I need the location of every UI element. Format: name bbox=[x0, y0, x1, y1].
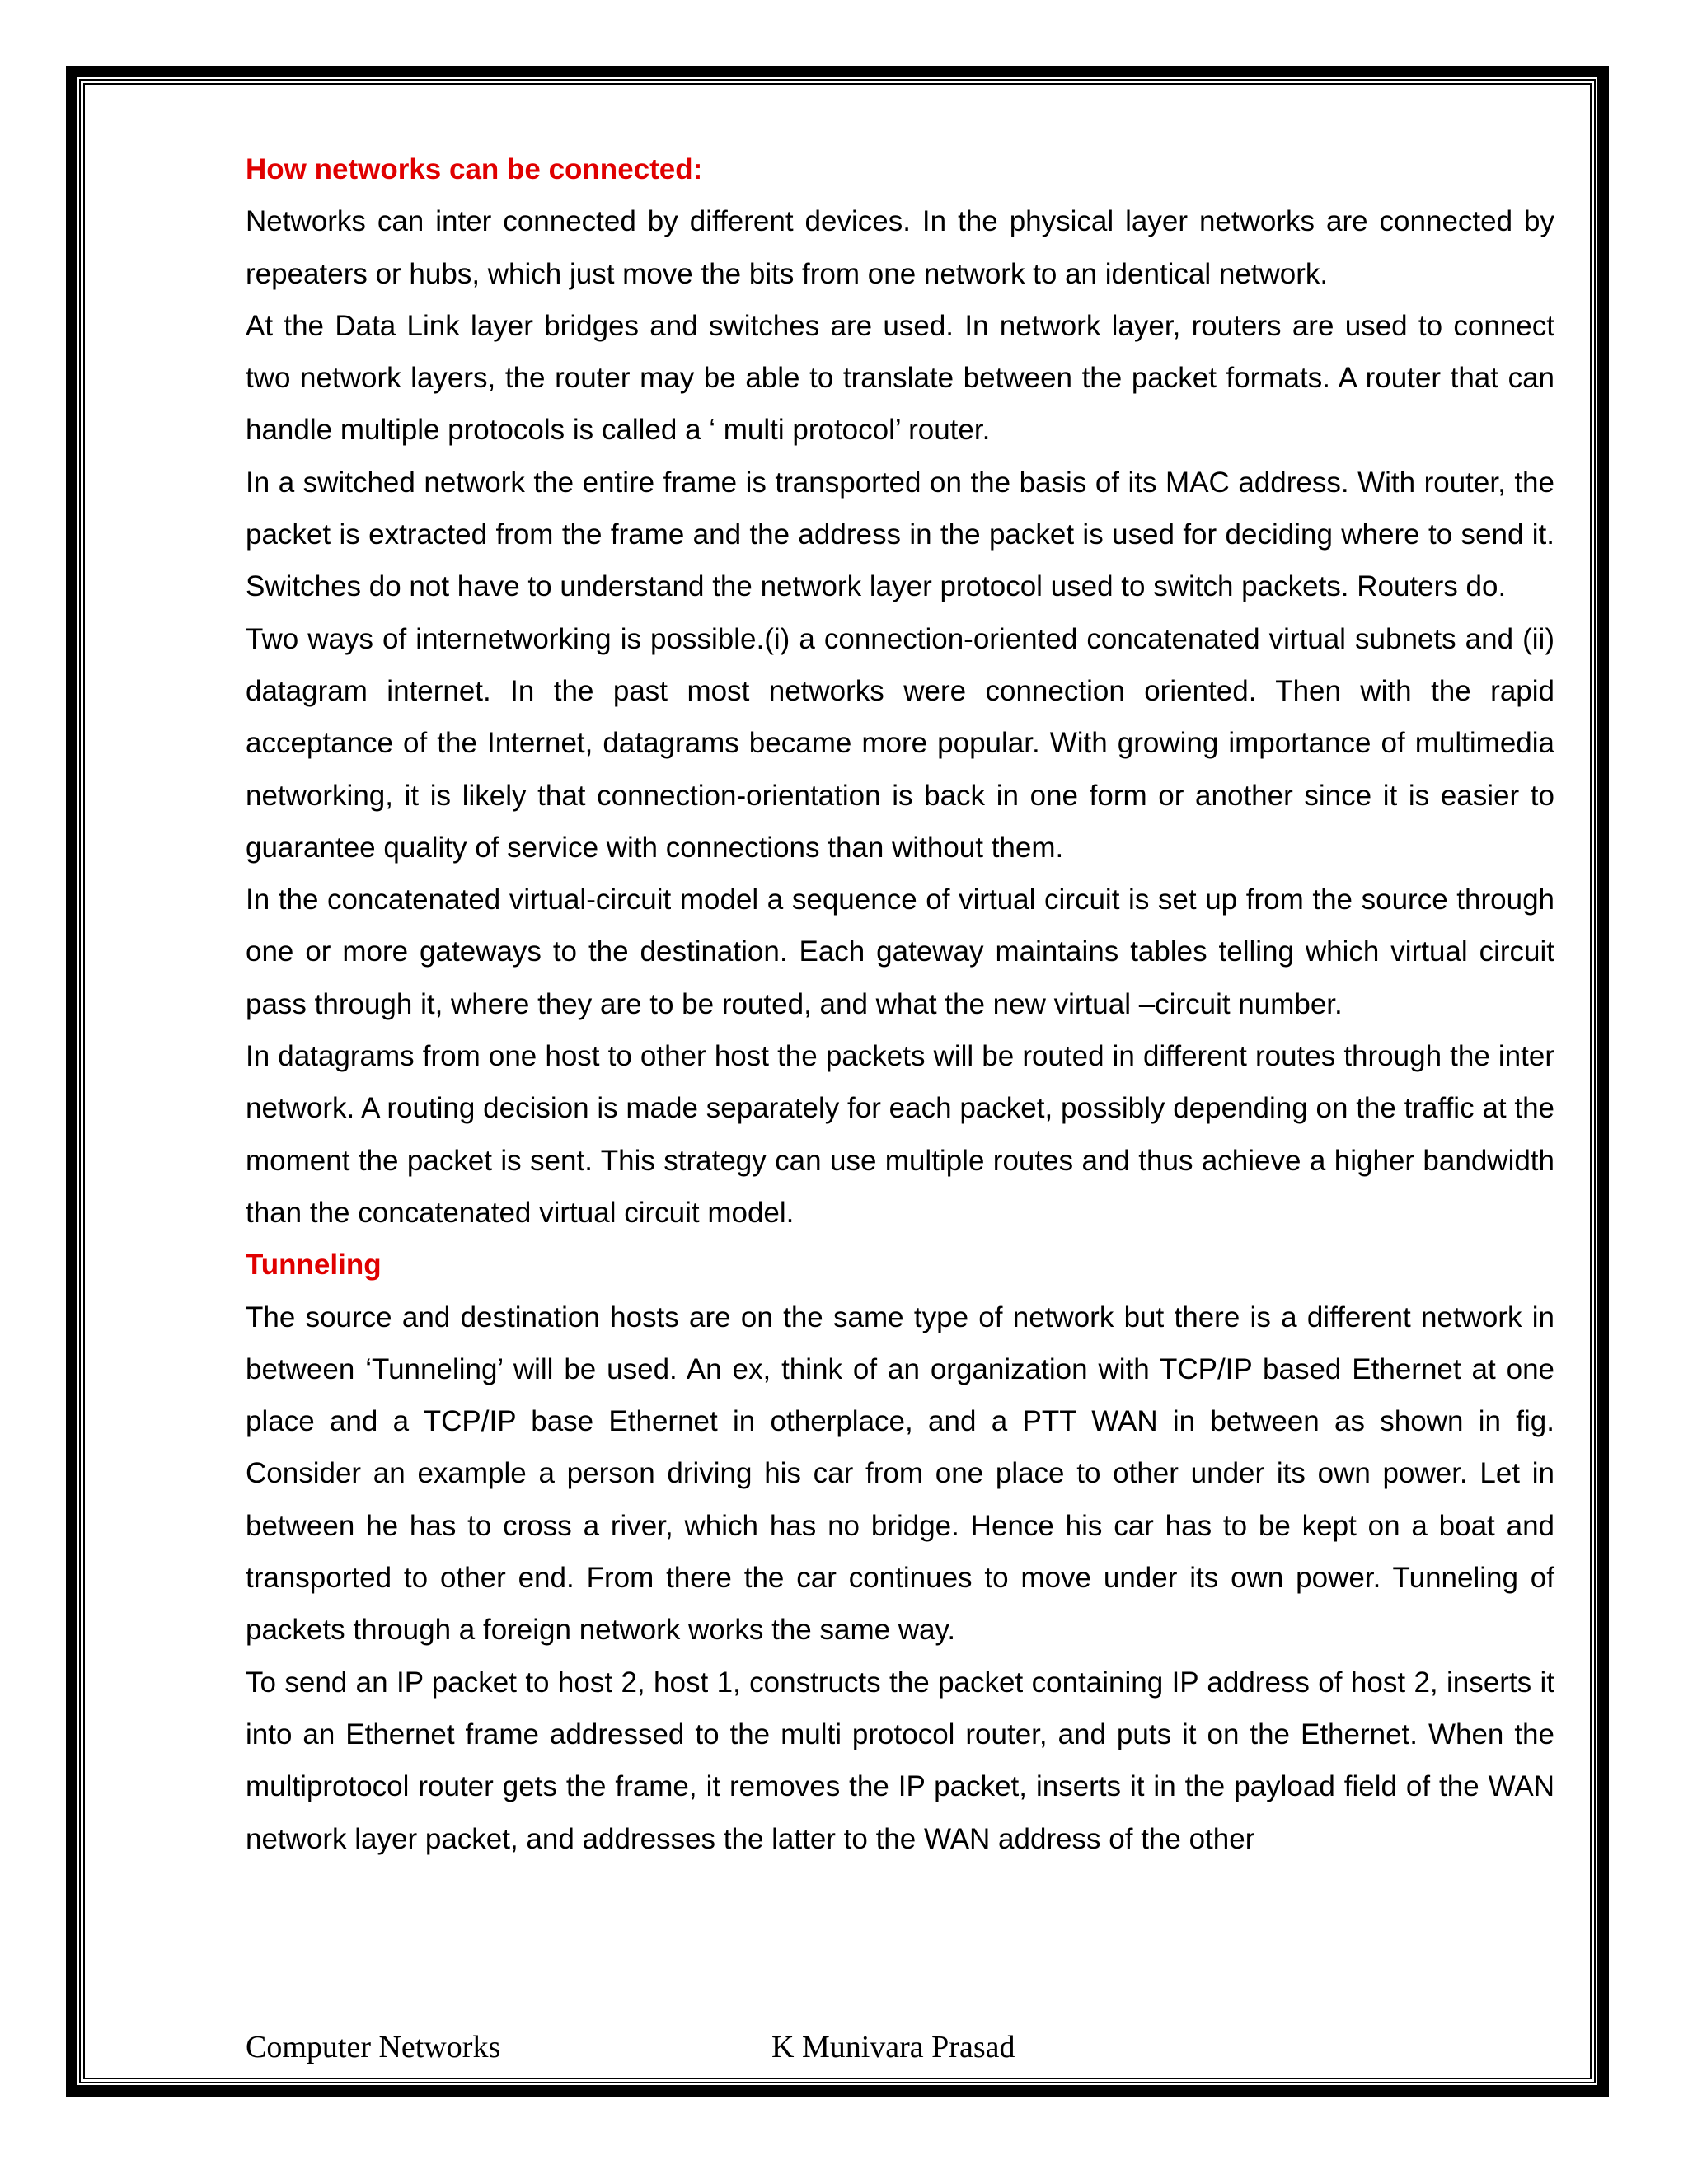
page-footer bbox=[246, 2029, 1554, 2070]
paragraph: In the concatenated virtual-circuit model a sequence of virtual circuit is set up from the source through one or more gateways to the destination. Each gateway maintains tables telling which virtual circuit pass through it, where they are to be routed, and what the new virtual –circuit number. bbox=[246, 883, 1554, 1020]
footer-course-title: Computer Networks bbox=[246, 2030, 501, 2064]
page-content bbox=[246, 143, 1554, 1865]
paragraph: In a switched network the entire frame is transported on the basis of its MAC address. With router, the packet is extracted from the frame and the address in the packet is used for deciding where to send it. Switches do not have to understand the network layer protocol used to switch packets. Routers do. bbox=[246, 466, 1554, 603]
paragraph: Two ways of internetworking is possible.(i) a connection-oriented concatenated virtual subnets and (ii) datagram internet. In the past most networks were connection oriented. Then with the rapid acceptance of the Internet, datagrams became more popular. With growing importance of multimedia networking, it is likely that connection-orientation is back in one form or another since it is easier to guarantee quality of service with connections than without them. bbox=[246, 622, 1554, 864]
section-heading-connection: How networks can be connected: bbox=[246, 153, 703, 185]
footer-author: K Munivara Prasad bbox=[771, 2030, 1015, 2064]
paragraph: To send an IP packet to host 2, host 1, constructs the packet containing IP address of host 2, inserts it into an Ethernet frame addressed to the multi protocol router, and puts it on the Ethernet. When the multiprotocol router gets the frame, it removes the IP packet, inserts it in the payload field of the WAN network layer packet, and addresses the latter to the WAN address of the other bbox=[246, 1666, 1554, 1855]
paragraph: In datagrams from one host to other host the packets will be routed in different routes through the inter network. A routing decision is made separately for each packet, possibly depending on the traffic at the moment the packet is sent. This strategy can use multiple routes and thus achieve a higher bandwidth than the concatenated virtual circuit model. bbox=[246, 1040, 1554, 1229]
section-heading-tunneling: Tunneling bbox=[246, 1249, 382, 1282]
paragraph: Networks can inter connected by different devices. In the physical layer networks are connected by repeaters or hubs, which just move the bits from one network to an identical network. bbox=[246, 205, 1554, 290]
paragraph: The source and destination hosts are on the same type of network but there is a different network in between ‘Tunneling’ will be used. An ex, think of an organization with TCP/IP based Ethernet at one place and a TCP/IP base Ethernet in otherplace, and a PTT WAN in between as shown in fig. Consider an example a person driving his car from one place to other under its own power. Let in between he has to cross a river, which has no bridge. Hence his car has to be kept on a boat and transported to other end. From there the car continues to move under its own power. Tunneling of packets through a foreign network works the same way. bbox=[246, 1301, 1554, 1647]
paragraph: At the Data Link layer bridges and switches are used. In network layer, routers are used to connect two network layers, the router may be able to translate between the packet formats. A router that can handle multiple protocols is called a ‘ multi protocol’ router. bbox=[246, 309, 1554, 447]
